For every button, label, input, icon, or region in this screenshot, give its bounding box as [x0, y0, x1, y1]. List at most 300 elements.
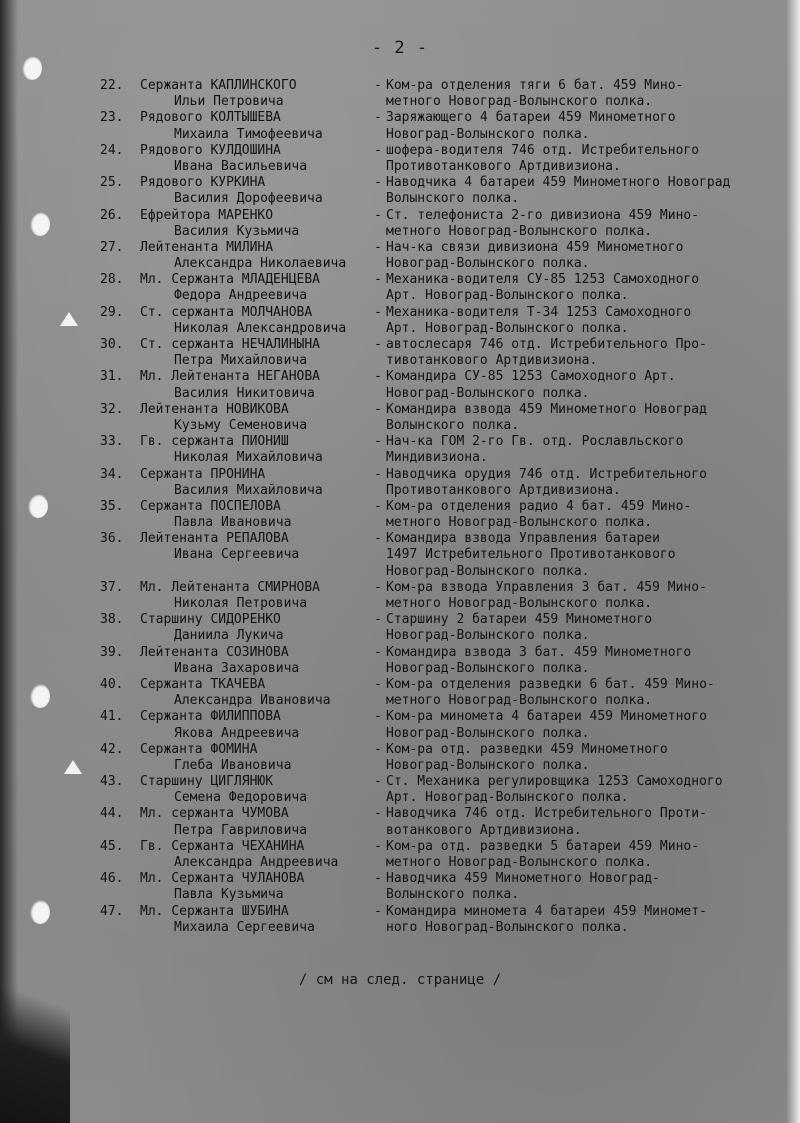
- separator-dash: -: [374, 741, 382, 757]
- separator-dash: [370, 628, 386, 644]
- rank-surname: Рядового КУРКИНА: [140, 175, 266, 191]
- list-item-line: [100, 369, 790, 385]
- list-item-line: [100, 224, 790, 240]
- entry-number: [100, 191, 140, 207]
- position-description: Старшину 2 батареи 459 Минометного: [386, 612, 653, 628]
- entry-number: 47.: [100, 903, 124, 919]
- list-item-line: [100, 337, 790, 353]
- entry-number: 30.: [100, 337, 124, 352]
- entry-number: 33.: [100, 434, 124, 450]
- list-item: [100, 369, 790, 401]
- entry-number: [100, 127, 140, 143]
- list-item-line: [100, 483, 790, 499]
- separator-dash: [370, 288, 386, 304]
- separator-dash: -: [374, 369, 382, 385]
- list-item: [100, 143, 790, 175]
- list-item-line: [100, 240, 790, 256]
- list-item-line: [100, 823, 790, 839]
- position-description: Нач-ка связи дивизиона 459 Минометного: [386, 239, 684, 255]
- given-names: Семена Федоровича: [174, 790, 308, 806]
- position-description: Новоград-Волынского полка.: [386, 256, 590, 272]
- entry-number: [100, 418, 140, 434]
- entry-number: [100, 386, 140, 402]
- entry-number: [100, 596, 140, 612]
- entry-number: 36.: [100, 531, 124, 547]
- list-item-line: [100, 515, 790, 531]
- entry-number: 28.: [100, 272, 124, 288]
- rank-surname: Мл. Сержанта ЧУЛАНОВА: [140, 871, 305, 887]
- given-names: Павла Кузьмича: [174, 887, 284, 903]
- list-item: [100, 806, 790, 838]
- entry-number: 32.: [100, 401, 124, 417]
- entry-number: [100, 224, 140, 240]
- given-names: Глеба Ивановича: [174, 757, 292, 773]
- separator-dash: -: [374, 401, 382, 417]
- rank-surname: Сержанта ФИЛИППОВА: [140, 709, 281, 725]
- position-description: Арт. Новоград-Волынского полка.: [386, 320, 629, 336]
- separator-dash: [370, 483, 386, 499]
- position-description: Ком-ра отд. разведки 5 батареи 459 Мино-: [386, 838, 700, 854]
- list-item: [100, 402, 790, 434]
- given-names: Василия Михайловича: [174, 482, 323, 498]
- separator-dash: [370, 726, 386, 742]
- list-item-line: [100, 904, 790, 920]
- entry-number: [100, 515, 140, 531]
- entry-number: [100, 564, 140, 580]
- list-item: [100, 208, 790, 240]
- list-item-line: [100, 547, 790, 563]
- continued-note: / см на след. странице /: [298, 972, 502, 988]
- rank-surname: Сержанта ТКАЧЕВА: [140, 676, 266, 692]
- list-item: [100, 580, 790, 612]
- list-item: [100, 871, 790, 903]
- list-item: [100, 467, 790, 499]
- separator-dash: [370, 418, 386, 434]
- list-item: [100, 677, 790, 709]
- position-description: метного Новоград-Волынского полка.: [386, 94, 653, 110]
- rank-surname: Рядового КОЛТЫШЕВА: [140, 110, 281, 126]
- position-description: Арт. Новоград-Волынского полка.: [386, 288, 629, 304]
- position-description: автослесаря 746 отд. Истребительного Про-: [386, 337, 707, 352]
- list-item: [100, 709, 790, 741]
- list-item: [100, 904, 790, 936]
- entry-number: [100, 920, 140, 936]
- position-description: Волынского полка.: [386, 417, 520, 433]
- separator-dash: [370, 887, 386, 903]
- rank-surname: Мл. Сержанта МЛАДЕНЦЕВА: [140, 272, 321, 288]
- given-names: Николая Петровича: [174, 596, 308, 611]
- list-item-line: [100, 191, 790, 207]
- entry-number: 39.: [100, 644, 124, 660]
- separator-dash: -: [374, 579, 382, 595]
- entry-number: [100, 483, 140, 499]
- list-item-line: [100, 564, 790, 580]
- rank-surname: Мл. сержанта ЧУМОВА: [140, 806, 289, 822]
- given-names: Михаила Тимофеевича: [174, 126, 323, 142]
- given-names: Ивана Сергеевича: [174, 547, 300, 563]
- position-description: тивотанкового Артдивизиона.: [386, 353, 598, 369]
- entry-number: 40.: [100, 676, 124, 692]
- given-names: Федора Андреевича: [174, 288, 308, 304]
- entry-number: [100, 855, 140, 871]
- entry-number: 23.: [100, 110, 124, 126]
- list-item-line: [100, 467, 790, 483]
- position-description: Новоград-Волынского полка.: [386, 660, 590, 676]
- position-description: Ком-ра отделения радио 4 бат. 459 Мино-: [386, 498, 692, 514]
- list-item: [100, 337, 790, 369]
- position-description: Командира взвода 3 бат. 459 Минометного: [386, 644, 692, 660]
- entry-number: 41.: [100, 709, 124, 725]
- entry-number: 27.: [100, 239, 124, 255]
- separator-dash: [370, 159, 386, 175]
- scan-left-shadow: [0, 0, 18, 1123]
- rank-surname: Гв. сержанта ПИОНИШ: [140, 434, 289, 450]
- list-item-line: [100, 806, 790, 822]
- position-description: Противотанкового Артдивизиона.: [386, 482, 621, 498]
- entry-number: [100, 887, 140, 903]
- entry-number: [100, 693, 140, 709]
- separator-dash: [370, 564, 386, 580]
- list-item: [100, 774, 790, 806]
- rank-surname: Мл. Лейтенанта СМИРНОВА: [140, 579, 321, 595]
- list-item-line: [100, 855, 790, 871]
- list-item-line: [100, 693, 790, 709]
- list-item-line: [100, 531, 790, 547]
- punch-hole: [30, 900, 50, 924]
- position-description: Новоград-Волынского полка.: [386, 725, 590, 741]
- rank-surname: Сержанта ПРОНИНА: [140, 466, 266, 482]
- list-item-line: [100, 580, 790, 596]
- separator-dash: -: [374, 871, 382, 887]
- punch-hole: [28, 494, 48, 518]
- position-description: Заряжающего 4 батареи 459 Минометного: [386, 110, 676, 126]
- separator-dash: -: [374, 78, 382, 93]
- entry-number: 22.: [100, 78, 124, 93]
- list-item-line: [100, 871, 790, 887]
- given-names: Михаила Сергеевича: [174, 919, 315, 935]
- given-names: Даниила Лукича: [174, 628, 284, 644]
- rank-surname: Ст. сержанта МОЛЧАНОВА: [140, 304, 313, 320]
- separator-dash: [370, 353, 386, 369]
- position-description: 1497 Истребительного Противотанкового: [386, 547, 676, 563]
- separator-dash: [370, 823, 386, 839]
- given-names: Николая Михайловича: [174, 450, 323, 466]
- position-description: Командира взвода Управления батареи: [386, 531, 660, 547]
- list-item: [100, 531, 790, 580]
- list-item: [100, 110, 790, 142]
- list-item: [100, 272, 790, 304]
- entry-number: 35.: [100, 498, 124, 514]
- rank-surname: Старшину ЦИГЛЯНЮК: [140, 774, 274, 790]
- entry-number: [100, 628, 140, 644]
- position-description: Механика-водителя СУ-85 1253 Самоходного: [386, 272, 700, 288]
- position-description: Наводчика 4 батареи 459 Минометного Новоград: [386, 175, 731, 191]
- separator-dash: [370, 515, 386, 531]
- rank-surname: Мл. Лейтенанта НЕГАНОВА: [140, 369, 321, 385]
- separator-dash: -: [374, 142, 382, 158]
- list-item-line: [100, 742, 790, 758]
- entry-number: 45.: [100, 838, 124, 854]
- separator-dash: [370, 191, 386, 207]
- list-item-line: [100, 418, 790, 434]
- rank-surname: Старшину СИДОРЕНКО: [140, 612, 281, 628]
- punch-hole: [22, 56, 42, 80]
- separator-dash: [370, 547, 386, 563]
- rank-surname: Лейтенанта СОЗИНОВА: [140, 644, 289, 660]
- position-description: Ст. телефониста 2-го дивизиона 459 Мино-: [386, 207, 700, 223]
- rank-surname: Лейтенанта НОВИКОВА: [140, 401, 289, 417]
- position-description: Новоград-Волынского полка.: [386, 385, 590, 401]
- given-names: Павла Ивановича: [174, 515, 292, 531]
- separator-dash: [370, 256, 386, 272]
- separator-dash: [370, 790, 386, 806]
- list-item-line: [100, 758, 790, 774]
- list-item-line: [100, 208, 790, 224]
- separator-dash: [370, 920, 386, 936]
- list-item-line: [100, 920, 790, 936]
- entry-number: [100, 94, 140, 110]
- entry-number: 44.: [100, 806, 124, 822]
- separator-dash: [370, 596, 386, 612]
- separator-dash: [370, 661, 386, 677]
- list-item-line: [100, 143, 790, 159]
- list-item-line: [100, 434, 790, 450]
- list-item: [100, 175, 790, 207]
- list-item-line: [100, 386, 790, 402]
- entry-number: [100, 256, 140, 272]
- list-item-line: [100, 256, 790, 272]
- position-description: Новоград-Волынского полка.: [386, 126, 590, 142]
- list-item-line: [100, 353, 790, 369]
- position-description: Новоград-Волынского полка.: [386, 757, 590, 773]
- list-item-line: [100, 790, 790, 806]
- entry-number: [100, 159, 140, 175]
- list-item-line: [100, 887, 790, 903]
- entry-number: [100, 321, 140, 337]
- separator-dash: -: [374, 709, 382, 725]
- given-names: Александра Андреевича: [174, 855, 339, 870]
- separator-dash: [370, 693, 386, 709]
- list-item-line: [100, 839, 790, 855]
- separator-dash: -: [374, 806, 382, 822]
- punch-hole: [30, 212, 50, 236]
- list-item-line: [100, 110, 790, 126]
- given-names: Василия Никитовича: [174, 385, 315, 401]
- separator-dash: -: [374, 644, 382, 660]
- list-item-line: [100, 709, 790, 725]
- position-description: Новоград-Волынского полка.: [386, 628, 590, 644]
- list-item-line: [100, 288, 790, 304]
- given-names: Ильи Петровича: [174, 94, 284, 110]
- separator-dash: -: [374, 498, 382, 514]
- given-names: Василия Дорофеевича: [174, 191, 323, 207]
- list-item-line: [100, 661, 790, 677]
- entry-number: 37.: [100, 579, 124, 595]
- position-description: Наводчика 459 Минометного Новоград-: [386, 871, 660, 887]
- award-list: [100, 78, 790, 936]
- entry-number: 26.: [100, 207, 124, 223]
- list-item: [100, 499, 790, 531]
- position-description: Наводчика орудия 746 отд. Истребительного: [386, 466, 707, 482]
- position-description: Ком-ра взвода Управления 3 бат. 459 Мино-: [386, 579, 707, 595]
- list-item-line: [100, 159, 790, 175]
- separator-dash: [370, 386, 386, 402]
- list-item-line: [100, 127, 790, 143]
- list-item-line: [100, 402, 790, 418]
- entry-number: [100, 547, 140, 563]
- rank-surname: Гв. Сержанта ЧЕХАНИНА: [140, 838, 305, 854]
- position-description: метного Новоград-Волынского полка.: [386, 855, 653, 870]
- list-item-line: [100, 450, 790, 466]
- punch-notch: [60, 312, 78, 326]
- separator-dash: -: [374, 531, 382, 547]
- list-item-line: [100, 612, 790, 628]
- position-description: метного Новоград-Волынского полка.: [386, 223, 653, 239]
- rank-surname: Ефрейтора МАРЕНКО: [140, 207, 274, 223]
- list-item-line: [100, 272, 790, 288]
- entry-number: [100, 823, 140, 839]
- separator-dash: -: [374, 175, 382, 191]
- entry-number: [100, 758, 140, 774]
- position-description: Наводчика 746 отд. Истребительного Проти-: [386, 806, 707, 822]
- separator-dash: [370, 450, 386, 466]
- position-description: Командира миномета 4 батареи 459 Миномет-: [386, 903, 707, 919]
- position-description: Механика-водителя Т-34 1253 Самоходного: [386, 304, 692, 320]
- list-item: [100, 305, 790, 337]
- given-names: Александра Николаевича: [174, 256, 347, 272]
- list-item: [100, 78, 790, 110]
- rank-surname: Сержанта ПОСПЕЛОВА: [140, 498, 281, 514]
- separator-dash: [370, 224, 386, 240]
- rank-surname: Рядового КУЛДОШИНА: [140, 142, 281, 158]
- entry-number: 34.: [100, 466, 124, 482]
- position-description: Ком-ра миномета 4 батареи 459 Минометного: [386, 709, 707, 725]
- position-description: Противотанкового Артдивизиона.: [386, 158, 621, 174]
- position-description: Ком-ра отд. разведки 459 Минометного: [386, 741, 668, 757]
- position-description: Миндивизиона.: [386, 450, 488, 466]
- separator-dash: -: [374, 304, 382, 320]
- separator-dash: [370, 855, 386, 871]
- separator-dash: -: [374, 838, 382, 854]
- position-description: Командира взвода 459 Минометного Новоград: [386, 401, 707, 417]
- entry-number: 42.: [100, 741, 124, 757]
- position-description: Нач-ка ГОМ 2-го Гв. отд. Рославльского: [386, 434, 684, 450]
- list-item-line: [100, 645, 790, 661]
- separator-dash: -: [374, 466, 382, 482]
- list-item-line: [100, 94, 790, 110]
- entry-number: [100, 790, 140, 806]
- separator-dash: [370, 758, 386, 774]
- list-item-line: [100, 305, 790, 321]
- separator-dash: -: [374, 434, 382, 450]
- entry-number: [100, 288, 140, 304]
- given-names: Николая Александровича: [174, 320, 347, 336]
- list-item: [100, 742, 790, 774]
- list-item: [100, 240, 790, 272]
- entry-number: 46.: [100, 871, 124, 887]
- list-item-line: [100, 596, 790, 612]
- entry-number: [100, 450, 140, 466]
- position-description: Арт. Новоград-Волынского полка.: [386, 790, 629, 806]
- entry-number: [100, 661, 140, 677]
- punch-notch: [64, 760, 82, 774]
- list-item: [100, 434, 790, 466]
- position-description: ного Новоград-Волынского полка.: [386, 919, 629, 935]
- separator-dash: -: [374, 676, 382, 692]
- rank-surname: Ст. сержанта НЕЧАЛИНЫНА: [140, 337, 321, 352]
- entry-number: 29.: [100, 304, 124, 320]
- position-description: Командира СУ-85 1253 Самоходного Арт.: [386, 369, 676, 385]
- entry-number: 43.: [100, 774, 124, 790]
- position-description: Ст. Механика регулировщика 1253 Самоходного: [386, 774, 723, 790]
- separator-dash: -: [374, 207, 382, 223]
- position-description: метного Новоград-Волынского полка.: [386, 515, 653, 531]
- position-description: Волынского полка.: [386, 191, 520, 207]
- separator-dash: [370, 94, 386, 110]
- page-number: - 2 -: [371, 38, 429, 58]
- separator-dash: [370, 321, 386, 337]
- list-item-line: [100, 726, 790, 742]
- entry-number: [100, 726, 140, 742]
- rank-surname: Сержанта ФОМИНА: [140, 741, 258, 757]
- given-names: Ивана Захаровича: [174, 660, 300, 676]
- given-names: Кузьму Семеновича: [174, 417, 308, 433]
- position-description: вотанкового Артдивизиона.: [386, 822, 582, 838]
- separator-dash: [370, 127, 386, 143]
- rank-surname: Лейтенанта РЕПАЛОВА: [140, 531, 289, 547]
- entry-number: 38.: [100, 612, 124, 628]
- given-names: Василия Кузьмича: [174, 223, 300, 239]
- given-names: Якова Андреевича: [174, 725, 300, 741]
- list-item-line: [100, 175, 790, 191]
- given-names: Петра Гавриловича: [174, 822, 308, 838]
- given-names: Александра Ивановича: [174, 693, 331, 709]
- list-item-line: [100, 677, 790, 693]
- position-description: Ком-ра отделения разведки 6 бат. 459 Мино-: [386, 676, 715, 692]
- position-description: Волынского полка.: [386, 887, 520, 903]
- entry-number: 25.: [100, 175, 124, 191]
- separator-dash: -: [374, 239, 382, 255]
- list-item: [100, 839, 790, 871]
- position-description: метного Новоград-Волынского полка.: [386, 596, 653, 611]
- entry-number: 24.: [100, 142, 124, 158]
- entry-number: 31.: [100, 369, 124, 385]
- list-item: [100, 612, 790, 644]
- rank-surname: Сержанта КАПЛИНСКОГО: [140, 78, 297, 93]
- given-names: Ивана Васильевича: [174, 158, 308, 174]
- separator-dash: -: [374, 110, 382, 126]
- given-names: [140, 564, 370, 580]
- list-item-line: [100, 499, 790, 515]
- separator-dash: -: [374, 774, 382, 790]
- separator-dash: -: [374, 272, 382, 288]
- list-item-line: [100, 321, 790, 337]
- list-item-line: [100, 774, 790, 790]
- given-names: Петра Михайловича: [174, 353, 308, 369]
- separator-dash: -: [374, 337, 382, 352]
- list-item-line: [100, 628, 790, 644]
- entry-number: [100, 353, 140, 369]
- separator-dash: -: [374, 903, 382, 919]
- position-description: Ком-ра отделения тяги 6 бат. 459 Мино-: [386, 78, 684, 93]
- list-item: [100, 645, 790, 677]
- punch-hole: [30, 684, 50, 708]
- position-description: шофера-водителя 746 отд. Истребительного: [386, 142, 700, 158]
- rank-surname: Мл. Сержанта ШУБИНА: [140, 903, 289, 919]
- separator-dash: -: [374, 612, 382, 628]
- position-description: Новоград-Волынского полка.: [386, 563, 590, 579]
- position-description: метного Новоград-Волынского полка.: [386, 693, 653, 709]
